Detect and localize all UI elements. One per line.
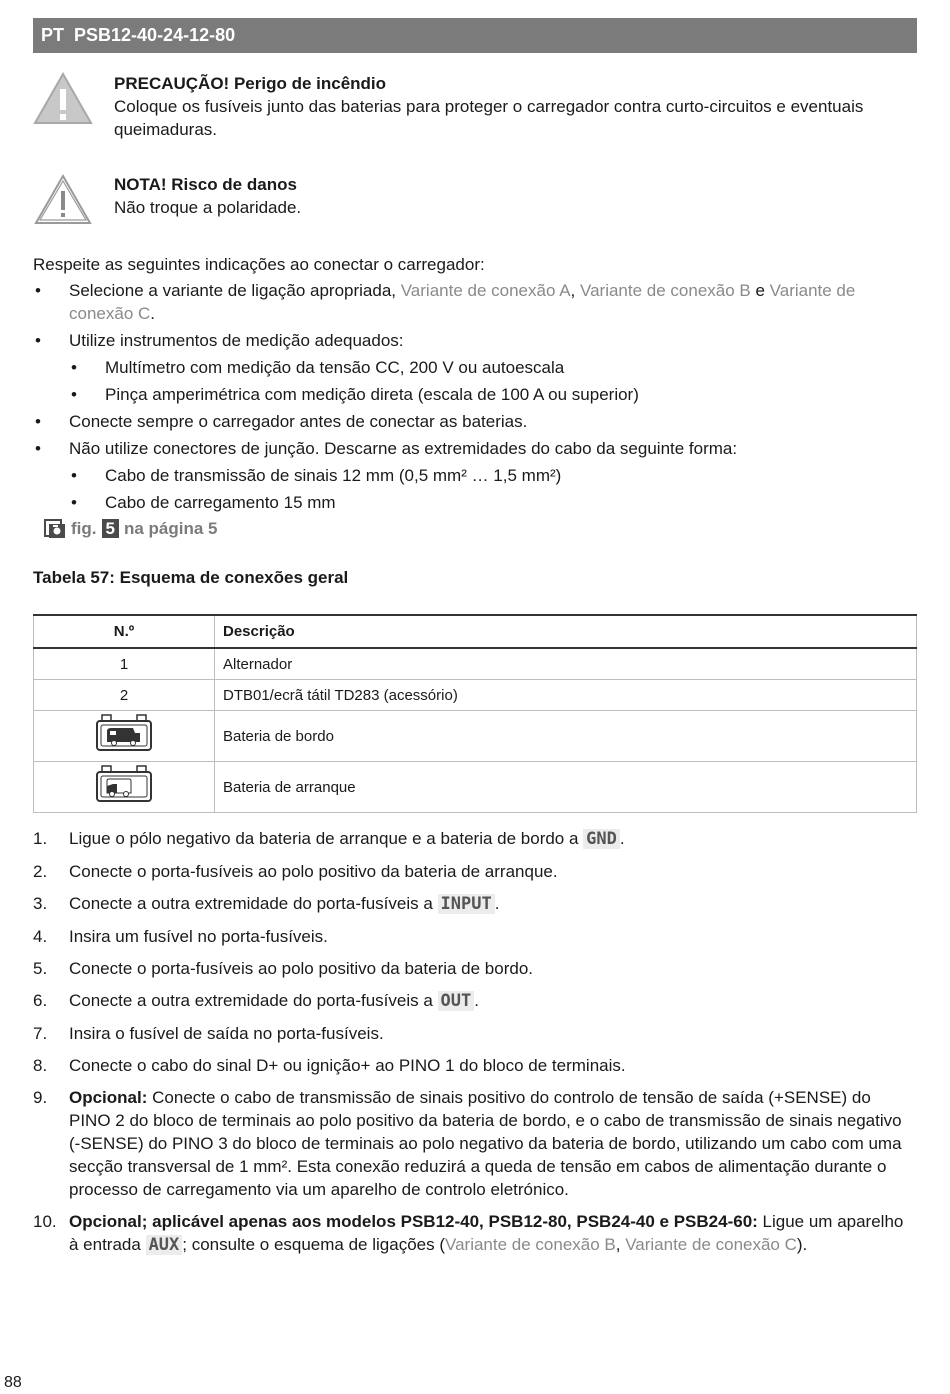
step-number: 9. — [33, 1088, 48, 1107]
list-item-text: Selecione a variante de ligação apropriada, — [69, 281, 401, 300]
note-title: NOTA! Risco de danos — [114, 175, 297, 194]
warning-text: Coloque os fusíveis junto das baterias para proteger o carregador contra curto-circuitos e eventuais queimaduras. — [114, 97, 864, 139]
figure-number: 5 — [102, 519, 119, 538]
table-cell-description: Bateria de arranque — [215, 762, 917, 813]
step-text: . — [619, 829, 625, 848]
table-cell-number: 2 — [34, 680, 215, 711]
sub-list-item: • Cabo de carregamento 15 mm — [69, 491, 917, 514]
intro-text: Respeite as seguintes indicações ao conectar o carregador: — [33, 255, 485, 274]
step-text: Insira um fusível no porta-fusíveis. — [69, 927, 328, 946]
sub-list-item: • Pinça amperimétrica com medição direta (escala de 100 A ou superior) — [69, 383, 917, 406]
figure-prefix: fig. — [71, 519, 97, 538]
link-variante-a[interactable]: Variante de conexão A — [400, 281, 571, 300]
service-battery-icon — [95, 714, 153, 752]
list-item — [33, 989, 917, 1013]
table-header-row — [34, 615, 917, 648]
step-text: Conecte o cabo do sinal D+ ou ignição+ ao PINO 1 do bloco de terminais. — [69, 1056, 626, 1075]
step-text: Ligue o pólo negativo da bateria de arranque e a bateria de bordo a — [69, 829, 584, 848]
model-title: PSB12-40-24-12-80 — [74, 25, 236, 45]
step-number: 10. — [33, 1212, 57, 1231]
list-item — [33, 827, 917, 851]
step-number: 4. — [33, 927, 48, 946]
terminal-label: AUX — [146, 1235, 183, 1255]
step-text: ; consulte o esquema de ligações ( — [182, 1235, 445, 1254]
column-header-description: Descrição — [215, 615, 917, 648]
table-cell-description: Bateria de bordo — [215, 711, 917, 762]
camera-icon — [44, 519, 66, 539]
step-text: Conecte a outra extremidade do porta-fusíveis a — [69, 991, 438, 1010]
warning-triangle-icon — [33, 72, 93, 126]
page-number: 88 — [4, 1374, 22, 1391]
list-item — [33, 329, 917, 406]
step-text: Conecte o porta-fusíveis ao polo positivo da bateria de arranque. — [69, 862, 558, 881]
list-item — [33, 1210, 917, 1257]
sub-list-item: • Multímetro com medição da tensão CC, 200 V ou autoescala — [69, 356, 917, 379]
link-variante-c[interactable]: Variante de conexão C — [625, 1235, 797, 1254]
list-item: • Conecte sempre o carregador antes de conectar as baterias. — [33, 410, 917, 433]
step-number: 7. — [33, 1024, 48, 1043]
language-code: PT — [41, 25, 65, 45]
list-item — [33, 279, 917, 325]
table-title: Tabela 57: Esquema de conexões geral — [33, 568, 349, 587]
terminal-label: OUT — [438, 991, 475, 1011]
list-item — [33, 1022, 917, 1045]
list-item-text: Utilize instrumentos de medição adequados: — [69, 331, 404, 350]
link-variante-b[interactable]: Variante de conexão B — [445, 1235, 616, 1254]
list-item — [33, 925, 917, 948]
step-text: . — [494, 894, 500, 913]
list-item — [33, 892, 917, 916]
sub-list-item: • Cabo de transmissão de sinais 12 mm (0,5 mm² … 1,5 mm²) — [69, 464, 917, 487]
step-text: Ligue um aparelho à entrada — [69, 1212, 904, 1254]
step-number: 5. — [33, 959, 48, 978]
step-number: 1. — [33, 829, 48, 848]
table-cell-description: Alternador — [215, 648, 917, 680]
column-header-number: N.º — [34, 615, 215, 648]
figure-page: na página 5 — [123, 519, 218, 538]
step-label: Opcional; aplicável apenas aos modelos PSB12-40, PSB12-80, PSB24-40 e PSB24-60: — [69, 1212, 758, 1231]
table-cell-description: DTB01/ecrã tátil TD283 (acessório) — [215, 680, 917, 711]
terminal-label: INPUT — [438, 894, 495, 914]
list-item — [33, 437, 917, 514]
connections-table — [33, 614, 917, 813]
step-number: 6. — [33, 991, 48, 1010]
separator: , — [570, 281, 580, 300]
step-text: Conecte o porta-fusíveis ao polo positivo da bateria de bordo. — [69, 959, 534, 978]
warning-triangle-outline-icon — [33, 173, 93, 227]
installation-steps — [33, 827, 917, 1266]
step-number: 3. — [33, 894, 48, 913]
table-row — [34, 648, 917, 680]
table-row — [34, 711, 917, 762]
step-label: Opcional: — [69, 1088, 148, 1107]
step-text: . — [474, 991, 479, 1010]
separator: . — [150, 304, 156, 323]
step-text: Conecte a outra extremidade do porta-fusíveis a — [69, 894, 438, 913]
link-variante-c[interactable]: Variante de conexão C — [69, 281, 856, 323]
table-cell-icon — [34, 762, 215, 813]
figure-reference-link[interactable] — [44, 517, 218, 540]
page-header — [33, 18, 917, 53]
warning-title: PRECAUÇÃO! Perigo de incêndio — [114, 74, 387, 93]
list-item — [33, 1086, 917, 1201]
list-item — [33, 957, 917, 980]
step-number: 8. — [33, 1056, 48, 1075]
list-item — [33, 860, 917, 883]
step-number: 2. — [33, 862, 48, 881]
separator: , — [615, 1235, 626, 1254]
table-cell-icon — [34, 711, 215, 762]
link-variante-b[interactable]: Variante de conexão B — [580, 281, 751, 300]
list-item — [33, 1054, 917, 1077]
step-text: Insira o fusível de saída no porta-fusíveis. — [69, 1024, 384, 1043]
table-cell-number: 1 — [34, 648, 215, 680]
connection-guidelines-list — [33, 279, 917, 518]
terminal-label: GND — [583, 829, 620, 849]
table-row — [34, 762, 917, 813]
step-text: Conecte o cabo de transmissão de sinais positivo do controlo de tensão de saída (+SENSE) do PINO 2 do bloco de terminais ao polo positivo da bateria de bordo, e o cabo de transmissão de sinais negativo (-SENSE) do PINO 3 do bloco de terminais ao polo negativo da bateria de bordo, utilizando um cabo com uma secção transversal de 1 mm². Esta conexão reduzirá a queda de tensão em cabos de alimentação durante o processo de carregamento via um aparelho de controlo eletrónico. — [69, 1088, 902, 1199]
table-row — [34, 680, 917, 711]
list-item-text: Não utilize conectores de junção. Descarne as extremidades do cabo da seguinte forma: — [69, 439, 738, 458]
step-text: ). — [796, 1235, 808, 1254]
note-text: Não troque a polaridade. — [114, 198, 302, 217]
separator: e — [750, 281, 770, 300]
starter-battery-icon — [95, 765, 153, 803]
